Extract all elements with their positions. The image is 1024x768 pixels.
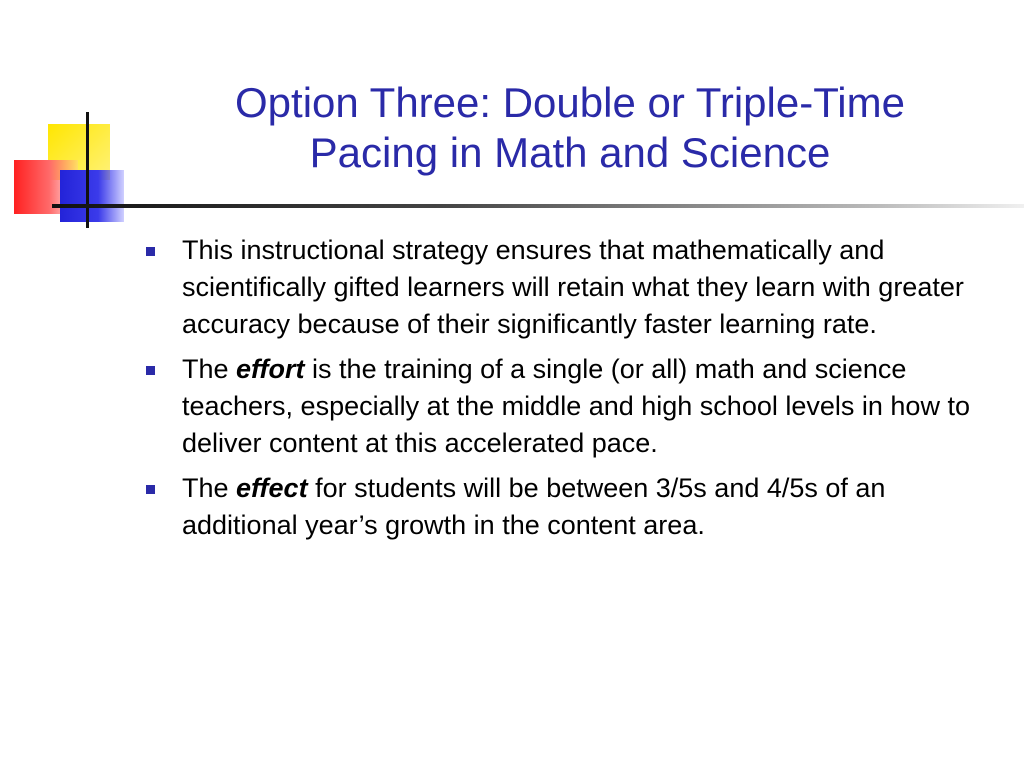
- bullet-item: [146, 232, 996, 343]
- bullet-text: This instructional strategy ensures that mathematically and scientifically gifted learners will retain what they learn with greater accuracy because of their significantly faster learning rate.: [182, 235, 964, 339]
- bullet-emphasis-effort: effort: [236, 354, 305, 384]
- bullet-list: [146, 232, 996, 552]
- bullet-emphasis-effect: effect: [236, 473, 308, 503]
- square-bullet-icon: [146, 247, 155, 256]
- decorative-logo: [0, 0, 140, 230]
- square-bullet-icon: [146, 485, 155, 494]
- bullet-item: [146, 351, 996, 462]
- logo-vertical-line: [86, 112, 89, 228]
- bullet-text-prefix: The: [182, 354, 237, 384]
- title-divider: [52, 204, 1024, 208]
- slide-title: [150, 78, 990, 178]
- title-line-2: Pacing in Math and Science: [309, 129, 831, 176]
- square-bullet-icon: [146, 366, 155, 375]
- bullet-text-suffix: is the training of a single (or all) math and science teachers, especially at the middle and high school levels in how to deliver content at this accelerated pace.: [182, 354, 970, 458]
- bullet-text-suffix: for students will be between 3/5s and 4/5s of an additional year’s growth in the content area.: [182, 473, 886, 540]
- bullet-item: [146, 470, 996, 544]
- title-line-1: Option Three: Double or Triple-Time: [235, 79, 905, 126]
- bullet-text-prefix: The: [182, 473, 237, 503]
- logo-blue-square: [60, 170, 124, 222]
